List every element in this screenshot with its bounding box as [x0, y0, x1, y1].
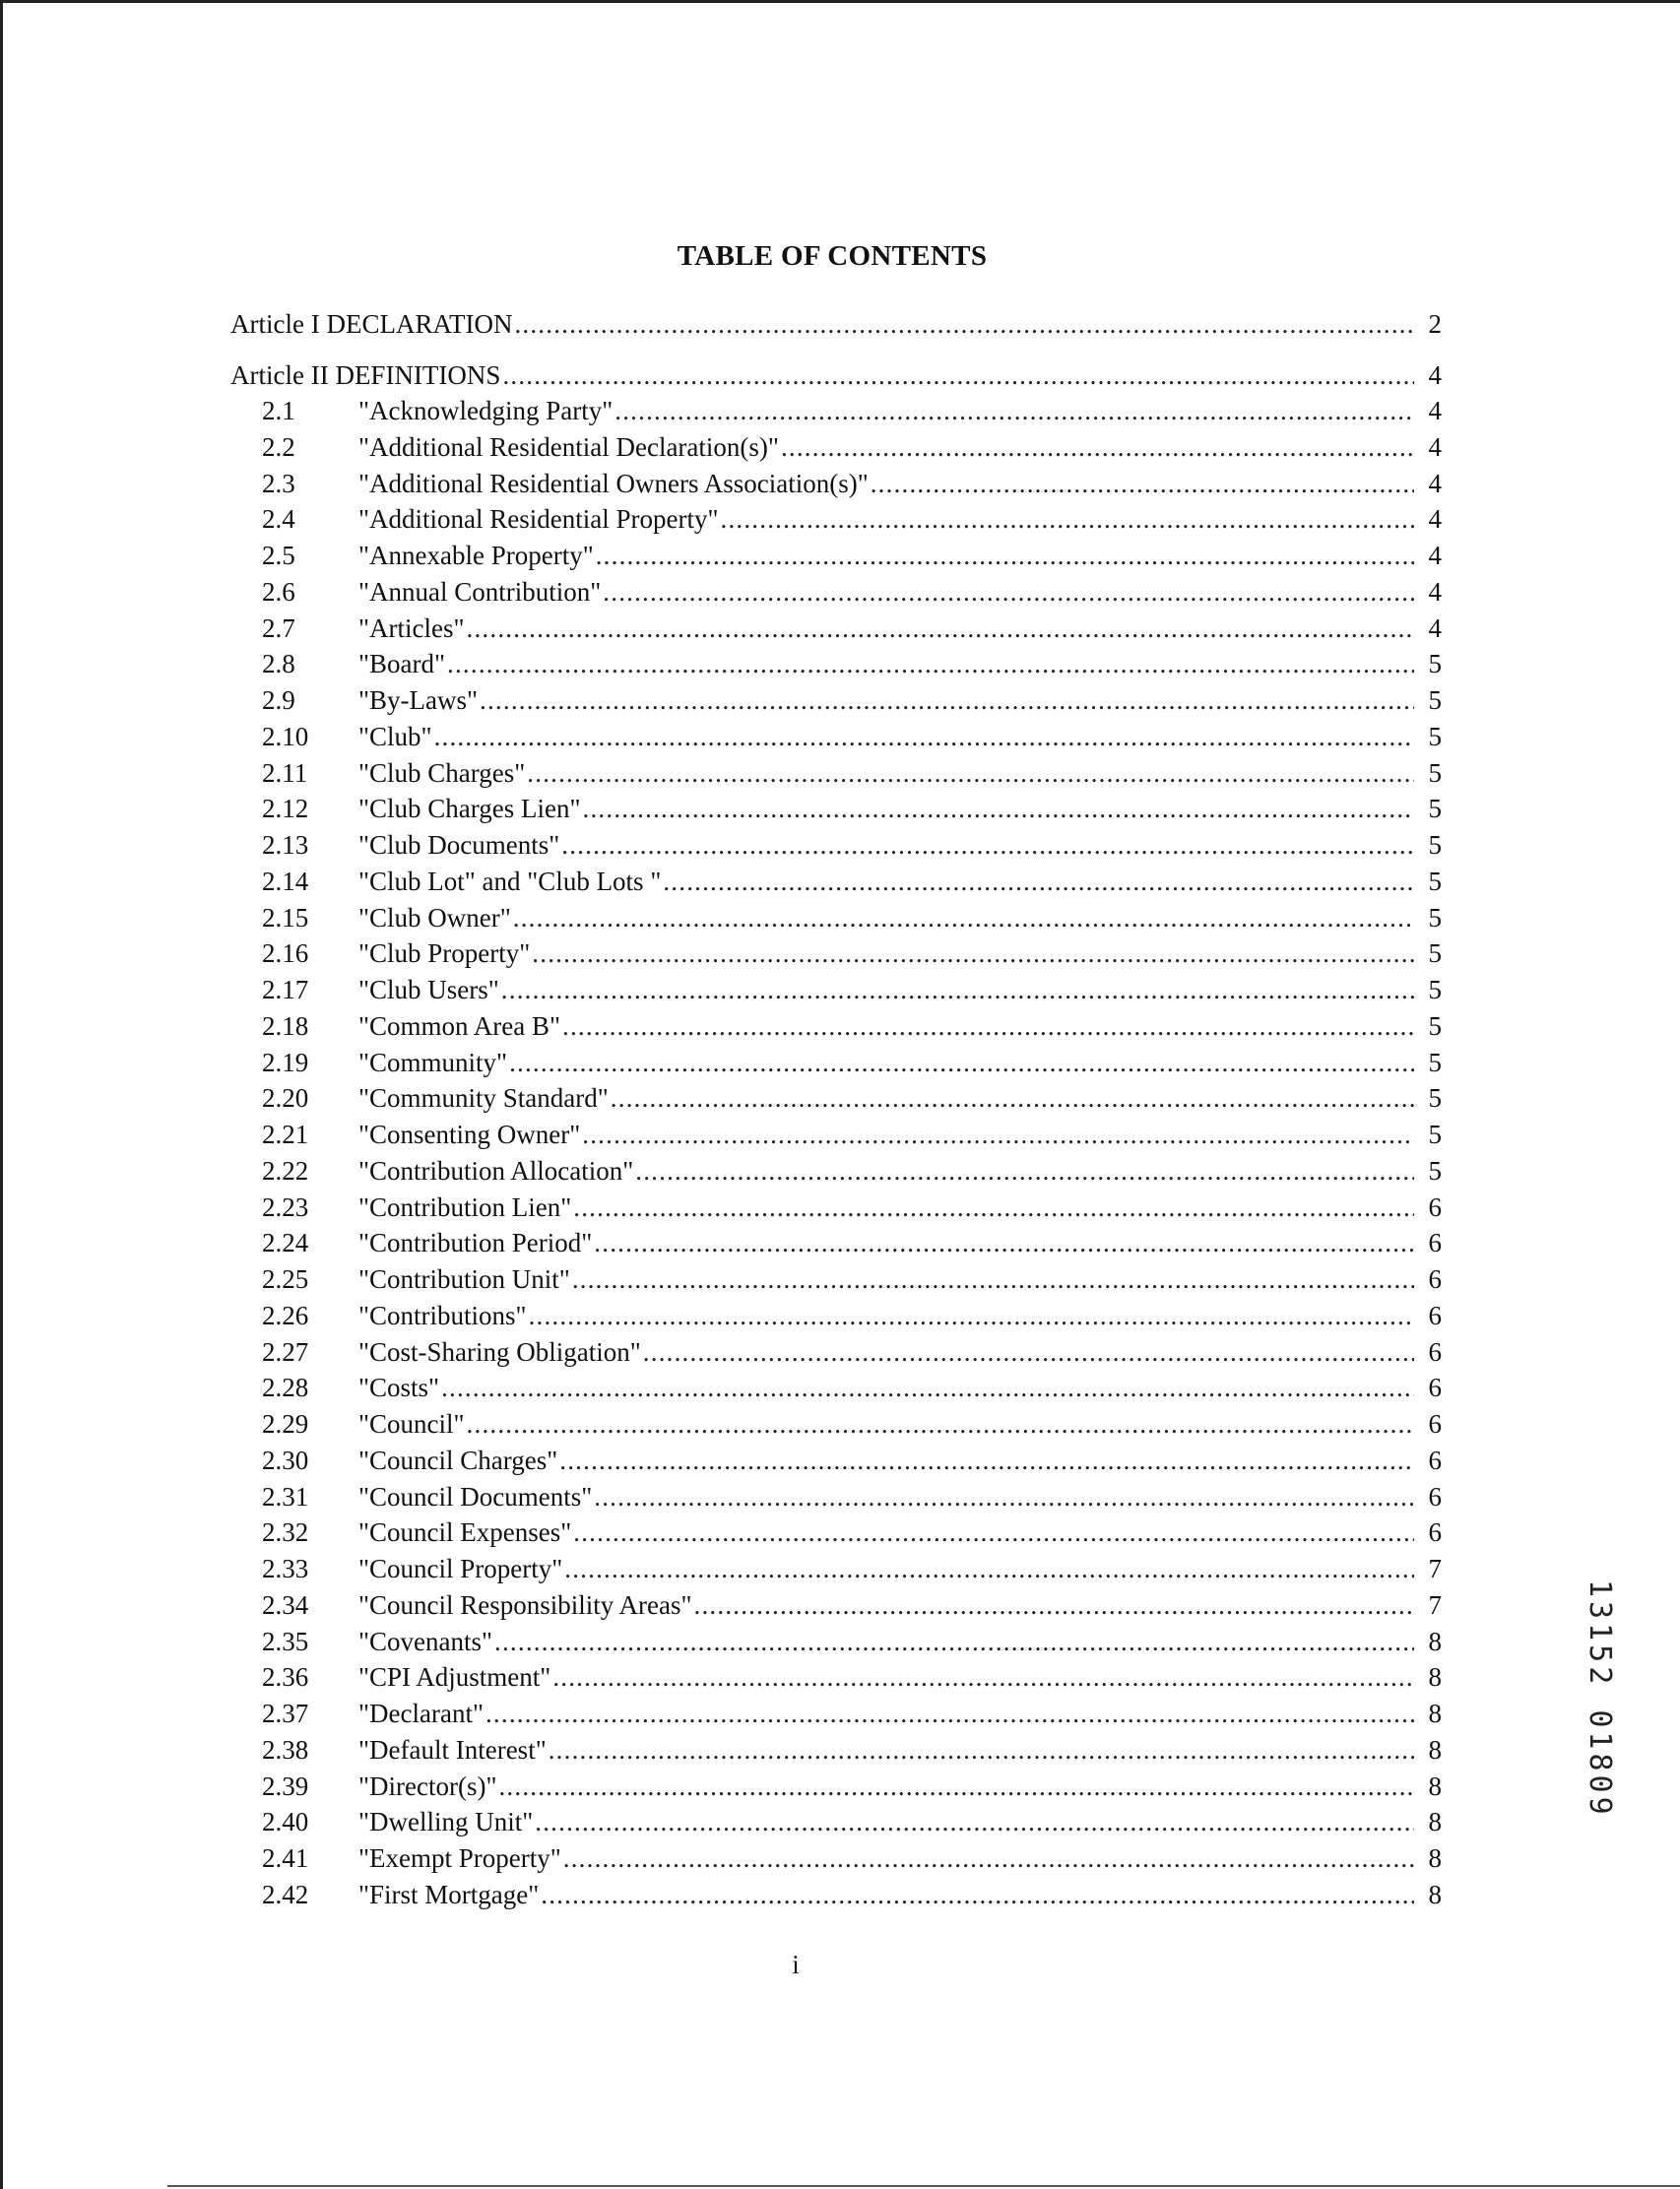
toc-entry-number: 2.23	[262, 1191, 309, 1222]
dot-leader	[614, 394, 1414, 427]
toc-entry-label: "Annexable Property"	[358, 541, 594, 570]
toc-entry[interactable]	[230, 720, 1442, 753]
toc-entry-label: "Club Owner"	[358, 902, 511, 933]
toc-page-number: 5	[1428, 1083, 1442, 1114]
toc-entry-label: "Contributions"	[358, 1300, 527, 1330]
dot-leader	[564, 1552, 1414, 1585]
toc-entry[interactable]	[230, 1335, 1442, 1369]
toc-page-number: 4	[1428, 612, 1442, 643]
toc-entry-label: "Club Lot" and "Club Lots "	[358, 866, 662, 896]
toc-entry[interactable]	[230, 683, 1442, 717]
toc-entry-label: "Council Charges"	[358, 1445, 558, 1475]
document-stamp	[1583, 1579, 1647, 1855]
toc-article-definitions[interactable]	[230, 358, 1442, 392]
toc-page-number: 7	[1428, 1554, 1442, 1583]
toc-entry-label: "Additional Residential Declaration(s)"	[358, 431, 779, 462]
toc-page-number: 5	[1428, 794, 1442, 824]
toc-entry-label: "Contribution Unit"	[358, 1264, 570, 1294]
toc-entry-label: "Consenting Owner"	[358, 1120, 581, 1149]
toc-entry-number: 2.37	[262, 1699, 309, 1728]
toc-page-number: 5	[1428, 866, 1442, 896]
toc-page-number: 6	[1428, 1373, 1442, 1403]
toc-entry-number: 2.24	[262, 1228, 309, 1258]
toc-page-number: 5	[1428, 757, 1442, 788]
toc-entry-number: 2.35	[262, 1626, 309, 1656]
dot-leader	[561, 828, 1414, 862]
toc-page-number: 4	[1428, 576, 1442, 607]
dot-leader	[643, 1335, 1414, 1369]
dot-leader	[611, 1081, 1414, 1115]
toc-entry[interactable]	[230, 1407, 1442, 1441]
toc-page-number: 8	[1428, 1626, 1442, 1656]
toc-page-number: 5	[1428, 1120, 1442, 1149]
toc-entry[interactable]	[230, 502, 1442, 536]
toc-entry-label: "Community"	[358, 1047, 508, 1077]
toc-entry-label: "Club Documents"	[358, 830, 560, 860]
toc-entry-label: "Board"	[358, 649, 446, 679]
dot-leader	[596, 539, 1414, 572]
dot-leader	[563, 1841, 1414, 1875]
dot-leader	[494, 1625, 1414, 1658]
dot-leader	[498, 1770, 1414, 1803]
toc-entry-number: 2.4	[262, 504, 295, 535]
toc-entry-number: 2.2	[262, 431, 295, 462]
toc-entry-number: 2.13	[262, 830, 309, 860]
toc-entry-label: "Club Property"	[358, 938, 531, 969]
dot-leader	[527, 756, 1414, 790]
toc-entry-number: 2.6	[262, 576, 295, 607]
toc-entry[interactable]	[230, 1660, 1442, 1694]
toc-entry[interactable]	[230, 612, 1442, 645]
toc-entry[interactable]	[230, 1770, 1442, 1803]
toc-entry-label: "Council Expenses"	[358, 1517, 572, 1548]
toc-page-number: 8	[1428, 1879, 1442, 1909]
toc-page-number: 5	[1428, 938, 1442, 969]
toc-entry-label: "Club"	[358, 721, 432, 751]
toc-entry[interactable]	[230, 973, 1442, 1006]
toc-page-number: 8	[1428, 1843, 1442, 1873]
dot-leader	[509, 1046, 1414, 1079]
toc-page-number: 4	[1428, 541, 1442, 570]
dot-leader	[535, 1805, 1414, 1838]
dot-leader	[781, 430, 1414, 464]
toc-entry[interactable]	[230, 467, 1442, 500]
dot-leader	[694, 1588, 1414, 1622]
dot-leader	[552, 1660, 1414, 1694]
toc-entry[interactable]	[230, 1805, 1442, 1838]
toc-entry-number: 2.41	[262, 1843, 309, 1873]
dot-leader	[501, 973, 1414, 1006]
toc-page-number: 5	[1428, 649, 1442, 679]
toc-entry[interactable]	[230, 1226, 1442, 1259]
toc-entry[interactable]	[230, 1118, 1442, 1151]
toc-entry-label: "First Mortgage"	[358, 1879, 540, 1909]
toc-entry[interactable]	[230, 1841, 1442, 1875]
dot-leader	[502, 358, 1414, 392]
dot-leader	[594, 1226, 1414, 1259]
toc-entry-number: 2.15	[262, 902, 309, 933]
toc-entry-label: "Dwelling Unit"	[358, 1807, 534, 1837]
toc-entry[interactable]	[230, 1046, 1442, 1079]
toc-entry-label: "CPI Adjustment"	[358, 1662, 551, 1693]
toc-entry[interactable]	[230, 1154, 1442, 1188]
toc-entry[interactable]	[230, 1009, 1442, 1043]
toc-entry[interactable]	[230, 1878, 1442, 1911]
dot-leader	[434, 720, 1414, 753]
toc-entry-number: 2.28	[262, 1373, 309, 1403]
dot-leader	[663, 865, 1414, 898]
toc-page-number: 5	[1428, 830, 1442, 860]
toc-entry[interactable]	[230, 865, 1442, 898]
toc-entry-number: 2.30	[262, 1445, 309, 1475]
scan-edge-top	[0, 0, 1680, 3]
toc-entry-number: 2.18	[262, 1010, 309, 1041]
dot-leader	[572, 1262, 1414, 1296]
toc-page-number: 8	[1428, 1662, 1442, 1693]
toc-entry-label: "Contribution Period"	[358, 1228, 593, 1258]
toc-entry-label: "By-Laws"	[358, 685, 479, 715]
dot-leader	[441, 1371, 1414, 1404]
dot-leader	[541, 1878, 1414, 1911]
toc-page-number: 5	[1428, 685, 1442, 715]
toc-entry-number: 2.19	[262, 1047, 309, 1077]
toc-page-number: 4	[1428, 468, 1442, 498]
toc-entry[interactable]	[230, 1480, 1442, 1513]
toc-entry-number: 2.36	[262, 1662, 309, 1693]
toc-entry-label: "Contribution Allocation"	[358, 1155, 634, 1186]
toc-entry-label: "Council Responsibility Areas"	[358, 1589, 692, 1620]
toc-entry-number: 2.17	[262, 975, 309, 1004]
toc-entry-number: 2.3	[262, 468, 295, 498]
toc-entry-label: "Articles"	[358, 612, 465, 643]
toc-entry[interactable]	[230, 1444, 1442, 1477]
toc-page-number: 8	[1428, 1699, 1442, 1728]
toc-entry-number: 2.14	[262, 866, 309, 896]
toc-entry[interactable]	[230, 1697, 1442, 1730]
toc-entry-number: 2.27	[262, 1336, 309, 1367]
toc-article-label: Article I DECLARATION	[230, 309, 513, 339]
toc-page-number: 6	[1428, 1481, 1442, 1512]
toc-article-declaration[interactable]	[230, 307, 1442, 341]
toc-page-number: 5	[1428, 902, 1442, 933]
toc-entry[interactable]	[230, 792, 1442, 825]
toc-entry-number: 2.38	[262, 1734, 309, 1765]
toc-entry-number: 2.11	[262, 757, 308, 788]
dot-leader	[529, 1299, 1414, 1332]
toc-entry-number: 2.40	[262, 1807, 309, 1837]
toc-page-number: 2	[1428, 309, 1442, 339]
toc-entry[interactable]	[230, 575, 1442, 609]
toc-entry-number: 2.12	[262, 794, 309, 824]
toc-entry-number: 2.9	[262, 685, 295, 715]
toc-entry-number: 2.7	[262, 612, 295, 643]
dot-leader	[514, 307, 1414, 341]
toc-entry[interactable]	[230, 828, 1442, 862]
toc-entry-label: "Costs"	[358, 1373, 440, 1403]
toc-entry-number: 2.22	[262, 1155, 309, 1186]
toc-entry[interactable]	[230, 1515, 1442, 1549]
toc-entry-label: "Cost-Sharing Obligation"	[358, 1336, 641, 1367]
toc-entry[interactable]	[230, 756, 1442, 790]
toc-page-number: 6	[1428, 1264, 1442, 1294]
toc-entry-label: "Additional Residential Owners Association(s)"	[358, 468, 869, 498]
toc-page-number: 5	[1428, 975, 1442, 1004]
toc-entry-label: "Community Standard"	[358, 1083, 609, 1114]
stamp-text: 13152 01809	[1583, 1579, 1617, 1819]
toc-entry[interactable]	[230, 1588, 1442, 1622]
toc-article-label: Article II DEFINITIONS	[230, 360, 501, 390]
dot-leader	[594, 1480, 1414, 1513]
dot-leader	[635, 1154, 1414, 1188]
dot-leader	[447, 647, 1414, 680]
toc-page-number: 6	[1428, 1300, 1442, 1330]
page-title: TABLE OF CONTENTS	[677, 240, 988, 272]
dot-leader	[480, 683, 1414, 717]
dot-leader	[467, 612, 1414, 645]
dot-leader	[559, 1444, 1414, 1477]
scan-edge-bottom	[167, 2185, 1680, 2187]
toc-page-number: 4	[1428, 431, 1442, 462]
toc-entry-number: 2.25	[262, 1264, 309, 1294]
dot-leader	[562, 1009, 1414, 1043]
toc-entry-number: 2.8	[262, 649, 295, 679]
toc-page-number: 8	[1428, 1734, 1442, 1765]
page-footer-number: i	[792, 1950, 800, 1979]
toc-entry-number: 2.16	[262, 938, 309, 969]
toc-entry-label: "Club Users"	[358, 975, 499, 1004]
toc-page-number: 6	[1428, 1336, 1442, 1367]
toc-page-number: 5	[1428, 1047, 1442, 1077]
toc-entry[interactable]	[230, 1191, 1442, 1224]
toc-page-number: 6	[1428, 1228, 1442, 1258]
toc-page-number: 4	[1428, 360, 1442, 390]
toc-entry[interactable]	[230, 1262, 1442, 1296]
toc-entry-label: "Acknowledging Party"	[358, 396, 614, 425]
toc-page-number: 4	[1428, 504, 1442, 535]
toc-page-number: 6	[1428, 1409, 1442, 1439]
toc-entry-number: 2.5	[262, 541, 295, 570]
toc-page-number: 6	[1428, 1517, 1442, 1548]
toc-entry[interactable]	[230, 1733, 1442, 1767]
toc-entry[interactable]	[230, 430, 1442, 464]
toc-entry-number: 2.20	[262, 1083, 309, 1114]
dot-leader	[583, 792, 1414, 825]
toc-entry-number: 2.39	[262, 1771, 309, 1801]
toc-entry[interactable]	[230, 901, 1442, 934]
toc-entry[interactable]	[230, 647, 1442, 680]
toc-entry-label: "Director(s)"	[358, 1771, 497, 1801]
toc-entry[interactable]	[230, 936, 1442, 970]
dot-leader	[573, 1191, 1414, 1224]
toc-page-number: 6	[1428, 1445, 1442, 1475]
toc-entry-number: 2.10	[262, 721, 309, 751]
toc-entry[interactable]	[230, 394, 1442, 427]
toc-entry-number: 2.26	[262, 1300, 309, 1330]
dot-leader	[871, 467, 1414, 500]
toc-entry[interactable]	[230, 1625, 1442, 1658]
toc-entry-number: 2.29	[262, 1409, 309, 1439]
toc-entry-number: 2.1	[262, 396, 295, 425]
toc-entry[interactable]	[230, 1552, 1442, 1585]
dot-leader	[603, 575, 1414, 609]
toc-entry[interactable]	[230, 1299, 1442, 1332]
toc-page-number: 4	[1428, 396, 1442, 425]
toc-entry-number: 2.33	[262, 1554, 309, 1583]
toc-entry-number: 2.32	[262, 1517, 309, 1548]
toc-page-number: 5	[1428, 721, 1442, 751]
dot-leader	[582, 1118, 1414, 1151]
toc-entry-number: 2.34	[262, 1589, 309, 1620]
toc-entry-label: "Council Documents"	[358, 1481, 593, 1512]
dot-leader	[467, 1407, 1414, 1441]
toc-entry-label: "Club Charges Lien"	[358, 794, 581, 824]
toc-entry-label: "Common Area B"	[358, 1010, 561, 1041]
toc-page-number: 5	[1428, 1155, 1442, 1186]
toc-page-number: 8	[1428, 1807, 1442, 1837]
toc-entry-label: "Covenants"	[358, 1626, 493, 1656]
toc-page-number: 8	[1428, 1771, 1442, 1801]
toc-entry-number: 2.31	[262, 1481, 309, 1512]
toc-entry[interactable]	[230, 1081, 1442, 1115]
toc-page-number: 7	[1428, 1589, 1442, 1620]
dot-leader	[532, 936, 1414, 970]
toc-entry-label: "Contribution Lien"	[358, 1191, 572, 1222]
toc-entry[interactable]	[230, 1371, 1442, 1404]
scan-edge-left	[0, 0, 3, 2189]
toc-entry-label: "Default Interest"	[358, 1734, 547, 1765]
toc-entry[interactable]	[230, 539, 1442, 572]
dot-leader	[485, 1697, 1414, 1730]
dot-leader	[549, 1733, 1414, 1767]
toc-entry-label: "Exempt Property"	[358, 1843, 561, 1873]
dot-leader	[573, 1515, 1414, 1549]
toc-entry-label: "Declarant"	[358, 1699, 484, 1728]
toc-entry-label: "Council"	[358, 1409, 465, 1439]
toc-entry-number: 2.21	[262, 1120, 309, 1149]
toc-entry-label: "Annual Contribution"	[358, 576, 602, 607]
toc-entry-label: "Club Charges"	[358, 757, 526, 788]
toc-page-number: 5	[1428, 1010, 1442, 1041]
toc-entry-label: "Additional Residential Property"	[358, 504, 719, 535]
toc-entry-number: 2.42	[262, 1879, 309, 1909]
toc-entry-label: "Council Property"	[358, 1554, 563, 1583]
dot-leader	[513, 901, 1414, 934]
toc-page-number: 6	[1428, 1191, 1442, 1222]
dot-leader	[721, 502, 1415, 536]
